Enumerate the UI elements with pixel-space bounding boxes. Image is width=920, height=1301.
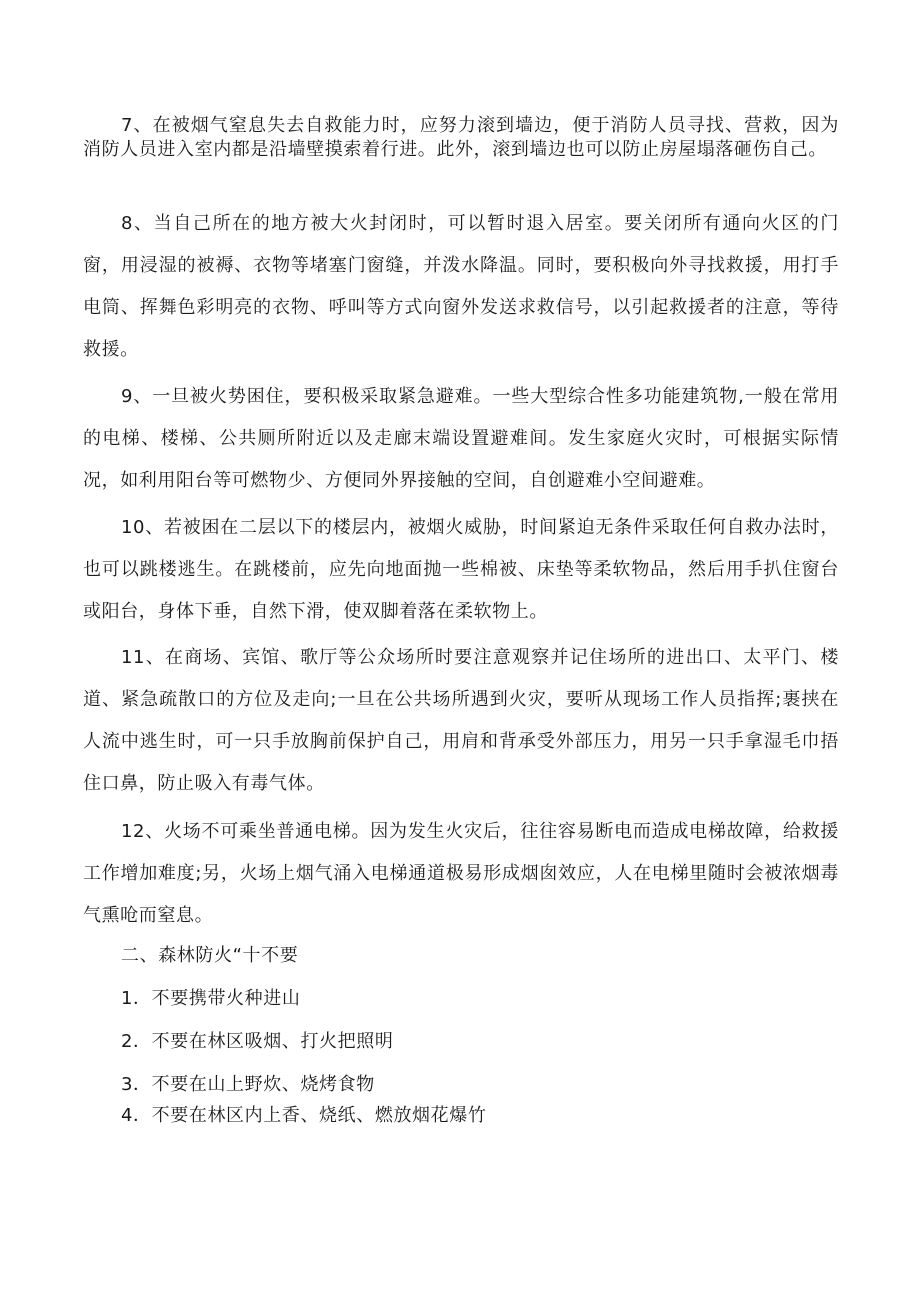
- section-heading: 二、森林防火“十不要: [121, 945, 299, 966]
- paragraph-7: 7、在被烟气窒息失去自救能力时，应努力滚到墙边，便于消防人员寻找、营救，因为消防人员进入室内都是沿墙壁摸索着行进。此外，滚到墙边也可以防止房屋塌落砸伤自己。: [83, 115, 839, 160]
- list-item-3: 3．不要在山上野炊、烧烤食物: [121, 1074, 375, 1095]
- paragraph-10: 10、若被困在二层以下的楼层内，被烟火威胁，时间紧迫无条件采取任何自救办法时，也可以跳楼逃生。在跳楼前，应先向地面抛一些棉被、床垫等柔软物品，然后用手扒住窗台或阳台，身体下垂，自然下滑，使双脚着落在柔软物上。: [83, 517, 839, 622]
- list-item-4: 4．不要在林区内上香、烧纸、燃放烟花爆竹: [121, 1105, 487, 1126]
- paragraph-12: 12、火场不可乘坐普通电梯。因为发生火灾后，往往容易断电而造成电梯故障，给救援工作增加难度;另，火场上烟气涌入电梯通道极易形成烟囱效应，人在电梯里随时会被浓烟毒气熏呛而窒息。: [83, 821, 839, 926]
- paragraph-8: 8、当自己所在的地方被大火封闭时，可以暂时退入居室。要关闭所有通向火区的门窗，用浸湿的被褥、衣物等堵塞门窗缝，并泼水降温。同时，要积极向外寻找救援，用打手电筒、挥舞色彩明亮的衣物、呼叫等方式向窗外发送求救信号，以引起救援者的注意，等待救援。: [83, 213, 839, 360]
- paragraph-9: 9、一旦被火势困住，要积极采取紧急避难。一些大型综合性多功能建筑物,一般在常用的电梯、楼梯、公共厕所附近以及走廊末端设置避难间。发生家庭火灾时，可根据实际情况，如利用阳台等可燃物少、方便同外界接触的空间，自创避难小空间避难。: [83, 386, 839, 491]
- paragraph-11: 11、在商场、宾馆、歌厅等公众场所时要注意观察并记住场所的进出口、太平门、楼道、紧急疏散口的方位及走向;一旦在公共场所遇到火灾，要听从现场工作人员指挥;裹挟在人流中逃生时，可一只手放胸前保护自己，用肩和背承受外部压力，用另一只手拿湿毛巾捂住口鼻，防止吸入有毒气体。: [83, 647, 839, 794]
- list-item-2: 2．不要在林区吸烟、打火把照明: [121, 1031, 394, 1052]
- list-item-1: 1．不要携带火种进山: [121, 988, 301, 1009]
